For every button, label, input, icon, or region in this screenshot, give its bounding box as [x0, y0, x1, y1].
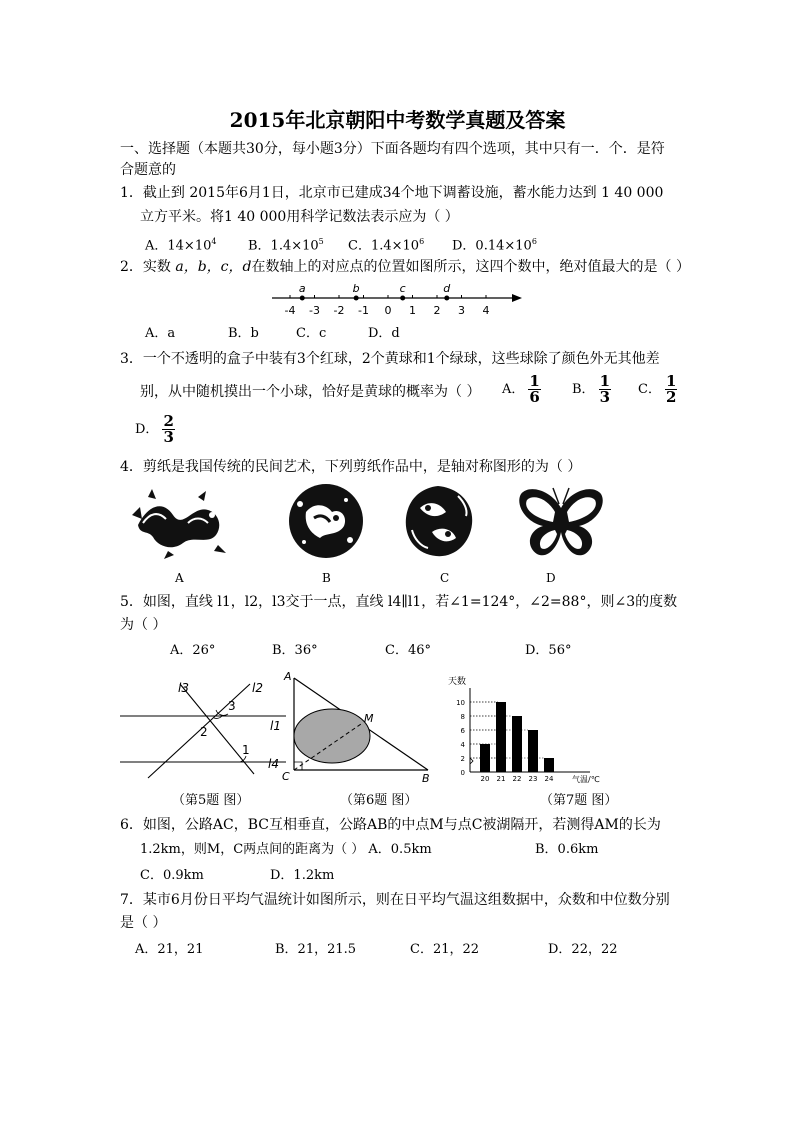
page-title: 2015年北京朝阳中考数学真题及答案	[229, 108, 566, 132]
chart-xtick-label: 21	[496, 775, 506, 783]
number-line-point-label: a	[298, 282, 306, 295]
number-line-point-label: d	[443, 282, 451, 295]
q6-line1: 6．如图，公路AC，BC互相垂直，公路AB的中点M与点C被湖隔开，若测得AM的长为	[120, 817, 661, 833]
lake-ellipse	[294, 709, 370, 763]
label-a: A	[284, 670, 292, 683]
q1-option-a: A．$14\times 10^4$	[145, 237, 217, 254]
label-m: M	[364, 712, 374, 725]
number-line-tick-label: -3	[309, 304, 320, 317]
q4-label-d: D	[546, 571, 556, 585]
number-line-point	[300, 296, 305, 301]
angle-3-label: 3	[228, 699, 236, 713]
number-line-tick-label: -2	[333, 304, 345, 317]
q4-label-b: B	[322, 571, 331, 585]
q3-option-c: C． $\frac{1}{2}$	[638, 372, 677, 406]
q3-option-d: D． $\frac{2}{3}$	[135, 412, 174, 446]
q1-line1: 1．截止到 2015年6月1日，北京市已建成34个地下调蓄设施，蓄水能力达到 1 40 000	[120, 185, 664, 201]
q7-line2: 是（ ）	[120, 915, 167, 931]
q5-line2: 为（ ）	[120, 617, 167, 633]
q1-option-b: B．$1.4\times 10^5$	[248, 237, 324, 254]
q3-option-a: A． $\frac{1}{6}$	[502, 372, 540, 406]
chart-bar	[528, 730, 538, 772]
q4-label-c: C	[440, 571, 450, 585]
dragon-papercut-image	[128, 485, 228, 560]
chart-xtick-label: 20	[480, 775, 490, 783]
chart-ytick-label: 8	[460, 713, 465, 721]
q7-option-d: D．22，22	[548, 942, 618, 957]
number-line-tick-label: 4	[482, 304, 490, 317]
butterfly-papercut-image	[515, 484, 607, 560]
q1-option-c: C．$1.4\times 10^6$	[348, 237, 425, 254]
chart-xtick-label: 23	[528, 775, 538, 783]
label-l3: l3	[178, 681, 189, 695]
number-line-point	[400, 296, 405, 301]
q5-option-a: A．26°	[170, 643, 216, 658]
angle-2-label: 2	[200, 725, 208, 739]
number-line-point	[444, 296, 449, 301]
q1-option-d: D．$0.14\times 10^6$	[452, 237, 537, 254]
label-b: B	[422, 772, 430, 785]
label-l2: l2	[252, 681, 263, 695]
q6-option-c: C．0.9km	[140, 868, 204, 883]
number-line-tick-label: 3	[458, 304, 465, 317]
q2-option-b: B．b	[228, 326, 259, 341]
number-line-figure	[270, 280, 530, 320]
fish-papercut-image	[398, 482, 478, 562]
q7-line1: 7．某市6月份日平均气温统计如图所示，则在日平均气温这组数据中，众数和中位数分别	[120, 892, 670, 908]
chart-ytick-label: 6	[460, 727, 465, 735]
chart-bar	[496, 702, 506, 772]
q2-option-c: C．c	[296, 326, 327, 341]
q2-stem: 2．实数 a，b，c，d在数轴上的对应点的位置如图所示，这四个数中，绝对值最大的是（ ）	[120, 259, 690, 275]
figure5-lines	[118, 670, 290, 785]
q6-option-b: B．0.6km	[535, 842, 599, 857]
figure7-bar-chart	[440, 670, 630, 785]
q5-option-c: C．46°	[385, 643, 431, 658]
chart-xtick-label: 24	[544, 775, 554, 783]
fig5-caption: （第5题 图）	[172, 793, 250, 808]
q4-label-a: A	[175, 571, 184, 585]
round-papercut-image	[286, 482, 366, 560]
q7-option-c: C．21，22	[410, 942, 480, 957]
chart-xtick-label: 22	[512, 775, 522, 783]
q7-option-a: A．21，21	[135, 942, 204, 957]
chart-ytick-label: 0	[460, 769, 465, 777]
fig7-caption: （第7题 图）	[540, 793, 618, 808]
q5-option-b: B．36°	[272, 643, 318, 658]
q2-option-a: A．a	[145, 326, 176, 341]
chart-ylabel: 天数	[448, 677, 467, 687]
label-c: C	[282, 770, 290, 783]
number-line-tick-label: -4	[284, 304, 296, 317]
q3-line2: 别，从中随机摸出一个小球，恰好是黄球的概率为（ ）	[140, 384, 481, 400]
label-l1: l1	[270, 719, 281, 733]
q7-option-b: B．21，21.5	[275, 942, 357, 957]
chart-bar	[544, 758, 554, 772]
q2-option-d: D．d	[368, 326, 400, 341]
chart-bar	[512, 716, 522, 772]
q5-line1: 5．如图，直线 l1，l2，l3交于一点，直线 l4∥l1，若∠1=124°，∠2=88°，则∠3的度数	[120, 594, 678, 610]
q3-option-b: B． $\frac{1}{3}$	[572, 372, 610, 406]
q6-line2: 1.2km，则M，C两点间的距离为（ ） A．0.5km	[140, 842, 432, 857]
number-line-point	[354, 296, 359, 301]
number-line-point-label: c	[399, 282, 406, 295]
number-line-tick-label: 2	[433, 304, 441, 317]
figure6-triangle	[280, 670, 435, 785]
q4-stem: 4．剪纸是我国传统的民间艺术，下列剪纸作品中，是轴对称图形的为（ ）	[120, 459, 582, 475]
angle-1-label: 1	[242, 743, 250, 757]
chart-bar	[480, 744, 490, 772]
number-line-arrow	[512, 294, 522, 302]
chart-ytick-label: 4	[460, 741, 465, 749]
q5-option-d: D．56°	[525, 643, 572, 658]
section-header-line1: 一、选择题（本题共30分，每小题3分）下面各题均有四个选项，其中只有一．个．是符	[120, 141, 665, 157]
number-line-tick-label: 1	[409, 304, 416, 317]
label-l4: l4	[268, 757, 279, 771]
number-line-tick-label: -1	[358, 304, 369, 317]
q3-line1: 3．一个不透明的盒子中装有3个红球，2个黄球和1个绿球，这些球除了颜色外无其他差	[120, 351, 660, 367]
number-line-point-label: b	[352, 282, 360, 295]
q1-line2: 立方平米。将1 40 000用科学记数法表示应为（ ）	[140, 209, 459, 225]
number-line-tick-label: 0	[384, 304, 392, 317]
section-header-line2: 合题意的	[120, 162, 176, 178]
q6-option-d: D．1.2km	[270, 868, 335, 883]
chart-ytick-label: 2	[460, 755, 465, 763]
chart-xlabel: 气温/℃	[572, 775, 600, 784]
fig6-caption: （第6题 图）	[340, 793, 418, 808]
chart-ytick-label: 10	[456, 699, 465, 707]
